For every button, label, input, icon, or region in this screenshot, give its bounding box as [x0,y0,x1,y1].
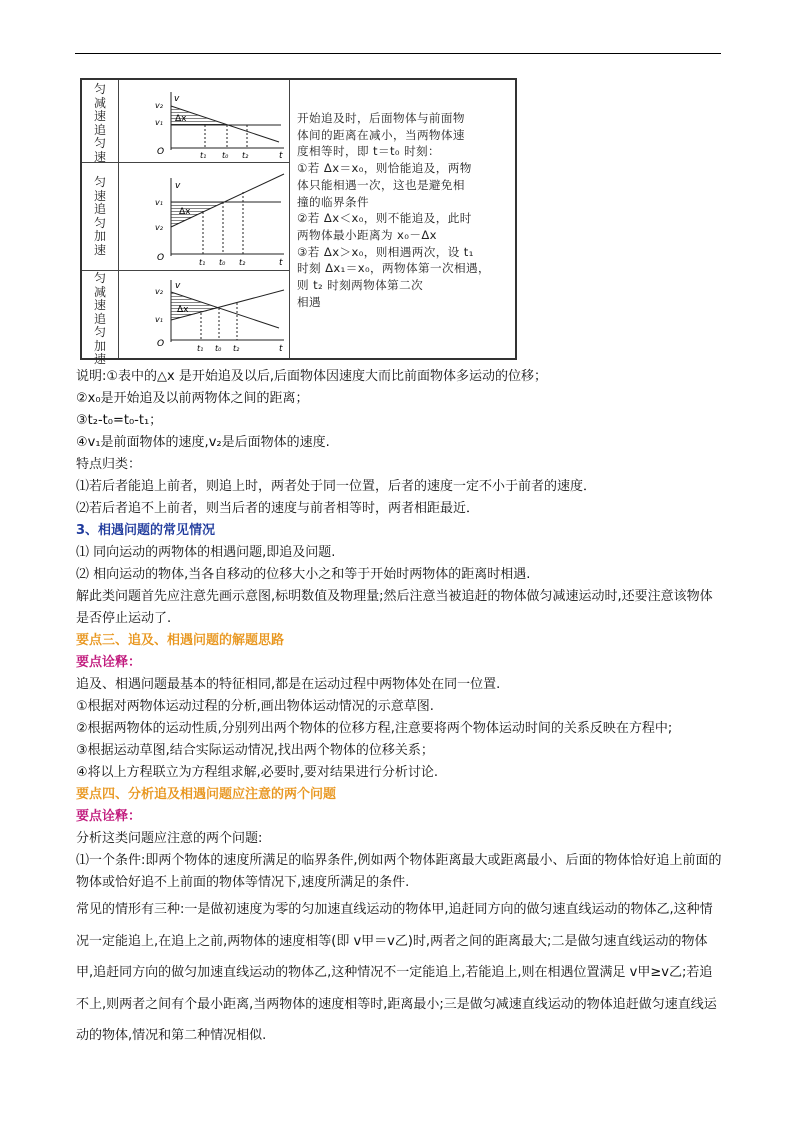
description-line: 则 t₂ 时刻两物体第二次 [297,278,424,293]
section-3-heading: 3、相遇问题的常见情况 [76,523,216,538]
vt-graph-decel-chase-uniform [119,88,289,160]
point-4-subheading: 要点诠释： [76,809,142,824]
point-3-line: 追及、相遇问题最基本的特征相同,都是在运动过程中两物体处在同一位置. [76,677,501,692]
t-axis-label: t [279,344,283,354]
origin-label: O [157,147,165,157]
note-line: 说明:①表中的△x 是开始追及以后,后面物体因速度大而比前面物体多运动的位移； [76,369,547,384]
description-line: 时刻 Δx₁＝x₀，两物体第一次相遇， [297,261,490,276]
t0-label: t₀ [215,344,222,353]
point-4-common-cases: 常见的情形有三种:一是做初速度为零的匀加速直线运动的物体甲,追赶同方向的做匀速直线运动的物体乙,这种情况一定能追上,在追上之前,两物体的速度相等(即 v甲＝v乙)时,两者之间的距离最大;二是做匀速直线运动的物体甲,追赶同方向的做匀加速直线运动的物体乙,这种情况不一定能追上,若能追上,则在相遇位置满足 v甲≥v乙;若追不上,则两者之间有个最小距离,当两物体的速度相等时,距离最小;三是做匀减速直线运动的物体追赶做匀速直线运动的物体,情况和第二种情况相似. [76,902,717,1043]
note-line: ③t₂-t₀=t₀-t₁； [76,413,163,428]
description-line: 体只能相遇一次，这也是避免相 [297,177,465,192]
vt-graph-uniform-chase-accel [119,172,289,268]
section-3-line: ⑵ 相向运动的物体,当各自移动的位移大小之和等于开始时两物体的距离时相遇. [76,567,531,582]
note-line: ②x₀是开始追及以前两物体之间的距离； [76,391,309,406]
t1-label: t₁ [200,151,207,160]
point-3-line: ④将以上方程联立为方程组求解,必要时,要对结果进行分析讨论. [76,765,439,780]
delta-x-label: Δx [177,305,189,315]
t2-label: t₂ [242,151,249,160]
v1-label: v₁ [155,118,163,127]
description-line: 撞的临界条件 [297,194,369,209]
v2-label: v₂ [155,101,163,110]
header-rule [75,53,721,54]
t1-label: t₁ [197,344,204,353]
section-3-paragraph: 解此类问题首先应注意先画示意图,标明数值及物理量;然后注意当被追赶的物体做匀减速运动时,还要注意该物体是否停止运动了. [76,589,713,626]
feature-line: ⑵若后者追不上前者，则当后者的速度与前者相等时，两者相距最近． [76,501,480,516]
point-4-item-1: ⑴一个条件:即两个物体的速度所满足的临界条件,例如两个物体距离最大或距离最小、后面的物体恰好追上前面的物体或恰好追不上前面的物体等情况下,速度所满足的条件. [76,853,722,890]
description-line: 度相等时，即 t＝t₀ 时刻： [297,144,441,159]
description-line: 两物体最小距离为 x₀－Δx [297,227,437,242]
point-3-line: ①根据对两物体运动过程的分析,画出物体运动情况的示意草图. [76,699,434,714]
v1-label: v₁ [155,315,163,324]
description-line: ③若 Δx＞x₀，则相遇两次，设 t₁ [297,244,474,259]
point-3-line: ②根据两物体的运动性质,分别列出两个物体的位移方程,注意要将两个物体运动时间的关系反映在方程中; [76,721,673,736]
point-3-subheading: 要点诠释： [76,655,142,670]
v-axis-label: v [175,281,181,291]
t0-label: t₀ [219,258,226,267]
v-axis-label: v [174,94,180,104]
table-description [297,110,507,310]
delta-x-label: Δx [175,114,187,124]
v-axis-label: v [175,181,181,191]
table-row-divider [82,270,289,271]
point-3-line: ③根据运动草图,结合实际运动情况,找出两个物体的位移关系； [76,743,434,758]
t0-label: t₀ [222,151,229,160]
t-axis-label: t [279,258,283,268]
description-line: 体间的距离在减小，当两物体速 [297,127,465,142]
description-line: ②若 Δx＜x₀，则不能追及，此时 [297,211,472,226]
v2-label: v₂ [155,287,163,296]
feature-title: 特点归类： [76,457,142,472]
rear-velocity-line [171,174,284,227]
section-3-line: ⑴ 同向运动的两物体的相遇问题,即追及问题. [76,545,336,560]
row-label-uniform-chase-accel: 匀 速 追 匀 加 速 [93,175,106,257]
point-3-heading: 要点三、追及、相遇问题的解题思路 [76,633,285,648]
description-line: 开始追及时，后面物体与前面物 [297,111,465,125]
t2-label: t₂ [233,344,240,353]
delta-x-label: Δx [179,207,191,217]
origin-label: O [157,253,165,263]
feature-line: ⑴若后者能追上前者，则追上时，两者处于同一位置，后者的速度一定不小于前者的速度． [76,479,597,494]
row-label-decel-chase-accel: 匀 减 速 追 匀 加 速 [93,271,106,366]
description-line: 相遇 [297,294,321,309]
v1-label: v₁ [155,198,163,207]
origin-label: O [157,339,165,349]
chase-cases-table [80,78,517,366]
row-label-decel-chase-uniform: 匀 减 速 追 匀 速 [93,82,106,164]
v2-label: v₂ [155,223,163,232]
note-line: ④v₁是前面物体的速度,v₂是后面物体的速度. [76,435,330,450]
table-column-divider [289,80,290,358]
t-axis-label: t [279,151,283,160]
document-body [76,366,724,1052]
description-line: ①若 Δx＝x₀，则恰能追及，两物 [297,161,472,176]
vt-graph-decel-chase-accel [119,278,289,354]
t2-label: t₂ [239,258,246,267]
t1-label: t₁ [199,258,206,267]
point-4-intro: 分析这类问题应注意的两个问题: [76,831,263,846]
point-4-heading: 要点四、分析追及相遇问题应注意的两个问题 [76,787,337,802]
